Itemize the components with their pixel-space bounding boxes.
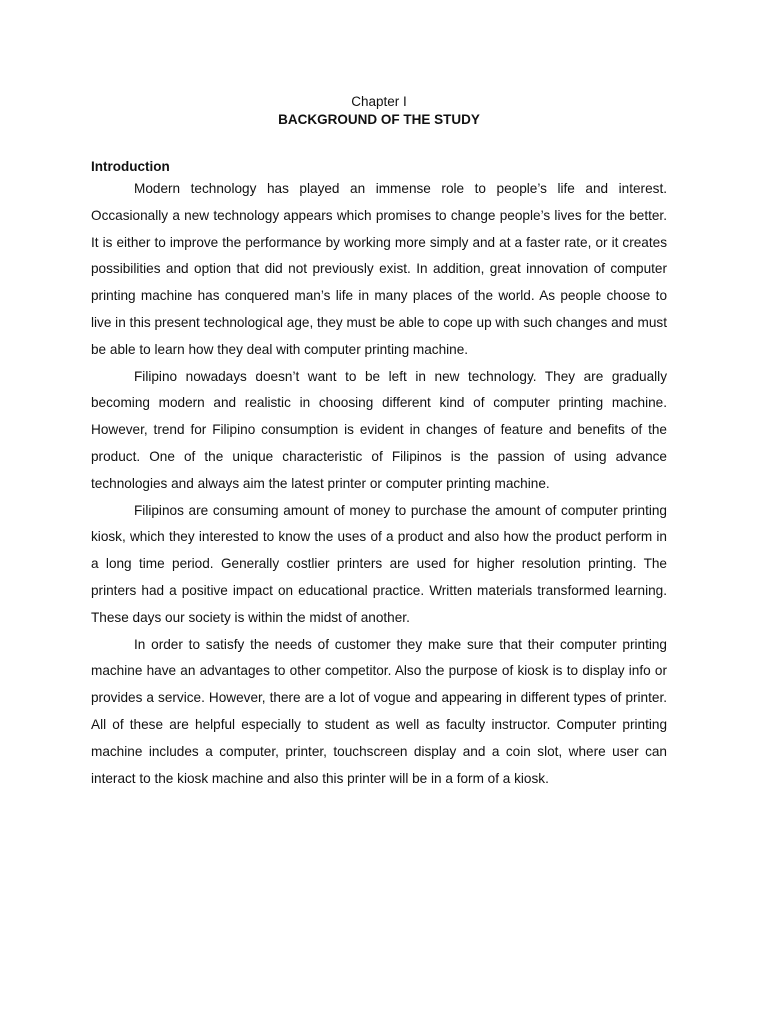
paragraph: Filipinos are consuming amount of money to purchase the amount of computer printing kiosk, which they interested to know the uses of a product and also how the product perform in a long time period. Generally costlier printers are used for higher resolution printing. The printers had a positive impact on educational practice. Written materials transformed learning. These days our society is within the midst of another. bbox=[91, 502, 667, 625]
paragraph: In order to satisfy the needs of customer they make sure that their computer printing machine have an advantages to other competitor. Also the purpose of kiosk is to display info or provides a service. However, there are a lot of vogue and appearing in different types of printer. All of these are helpful especially to student as well as faculty instructor. Computer printing machine includes a computer, printer, touchscreen display and a coin slot, where user can interact to the kiosk machine and also this printer will be in a form of a kiosk. bbox=[91, 636, 667, 786]
page-content bbox=[91, 93, 667, 792]
paragraph: Filipino nowadays doesn’t want to be left in new technology. They are gradually becoming modern and realistic in choosing different kind of computer printing machine. However, trend for Filipino consumption is evident in changes of feature and benefits of the product. One of the unique characteristic of Filipinos is the passion of using advance technologies and always aim the latest printer or computer printing machine. bbox=[91, 368, 667, 491]
paragraph: Modern technology has played an immense role to people’s life and interest. Occasionally a new technology appears which promises to change people’s lives for the better. It is either to improve the performance by working more simply and at a faster rate, or it creates possibilities and option that did not previously exist. In addition, great innovation of computer printing machine has conquered man’s life in many places of the world. As people choose to live in this present technological age, they must be able to cope up with such changes and must be able to learn how they deal with computer printing machine. bbox=[91, 181, 667, 357]
chapter-title: BACKGROUND OF THE STUDY bbox=[278, 112, 480, 127]
section-heading: Introduction bbox=[91, 159, 170, 174]
chapter-label: Chapter I bbox=[351, 94, 407, 109]
